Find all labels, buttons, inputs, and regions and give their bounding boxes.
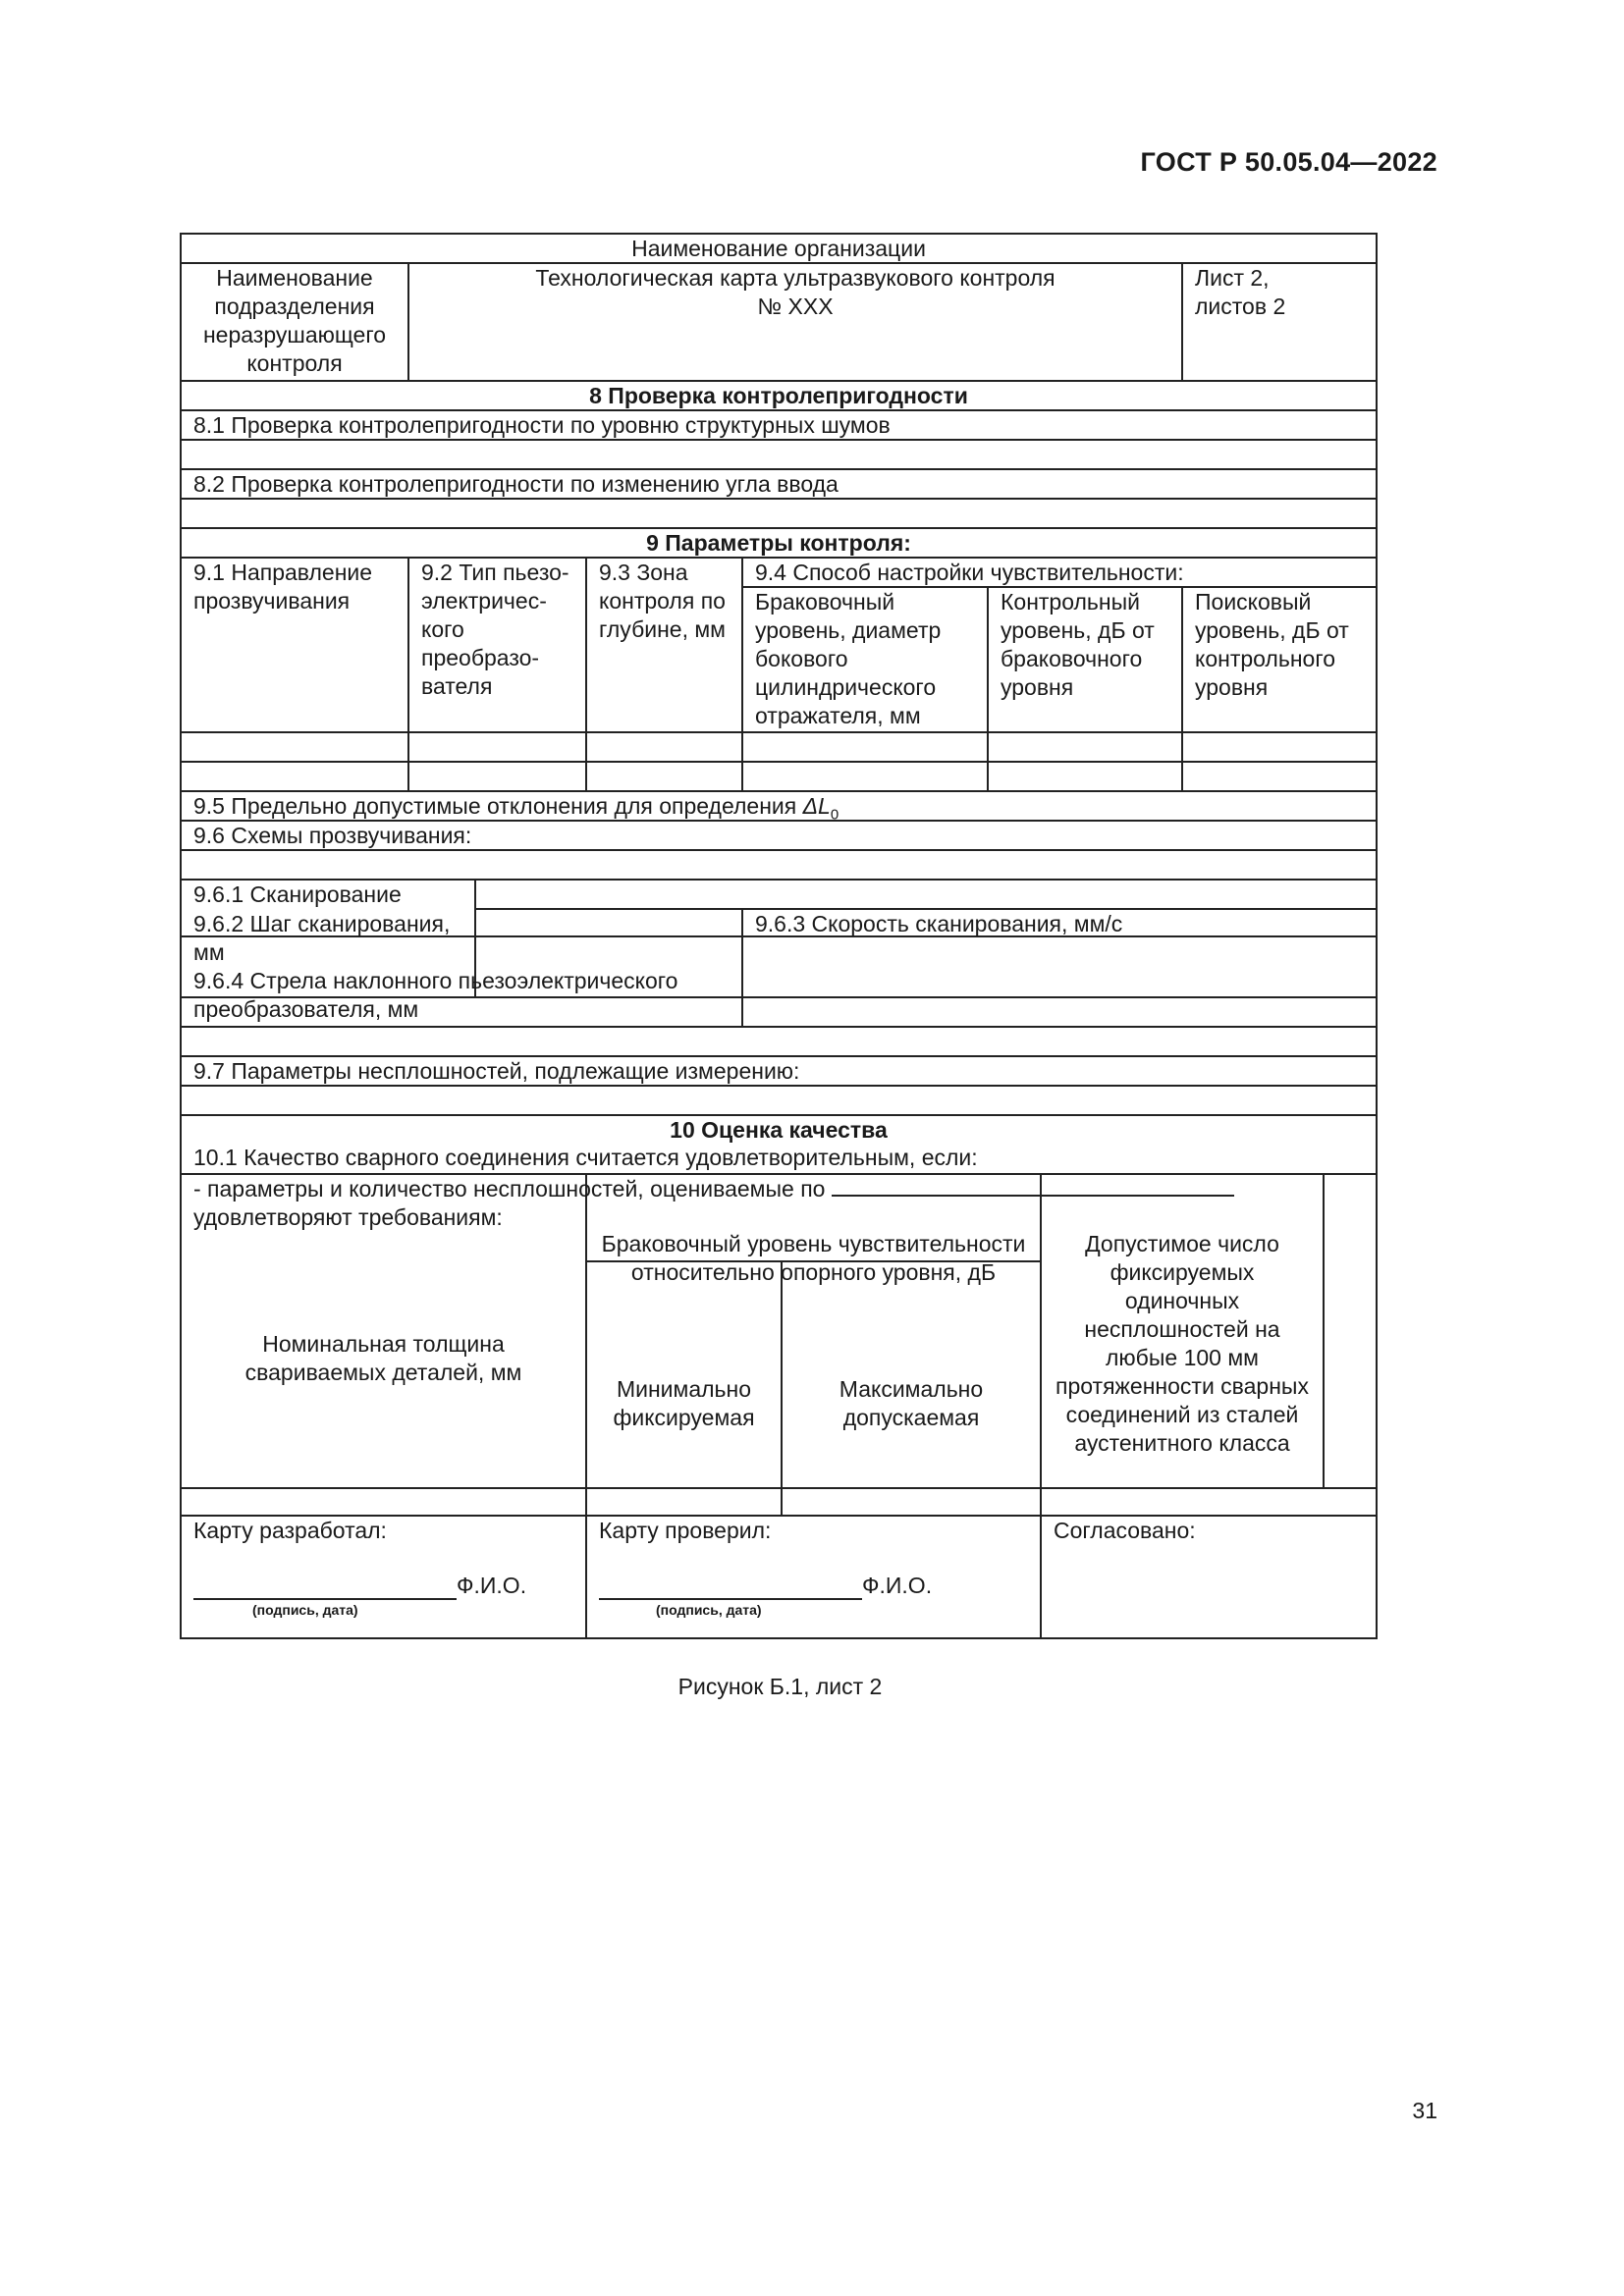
fio-label: Ф.И.О. [862,1573,933,1598]
sheet-info [1183,264,1376,380]
item-9-6-1: 9.6.1 Сканирование [193,881,402,907]
checked-by-signature [587,1572,1040,1634]
checked-by-label: Карту проверил: [599,1518,772,1543]
col-min-recorded [587,1319,781,1487]
signature-date-note: (подпись, дата) [656,1602,762,1618]
col-9-2-transducer-type: 9.2 Тип пьезо-электричес-кого преобразо-вателя [421,560,569,699]
item-8-2: 8.2 Проверка контролепригодности по изменению угла ввода [193,471,839,497]
col-9-4-sensitivity: 9.4 Способ настройки чувствительности: [755,560,1184,585]
sheet-number: Лист 2, [1195,265,1270,291]
section-9-title: 9 Параметры контроля: [646,530,911,556]
section-8-title: 8 Проверка контролепригодности [589,383,968,408]
col-9-4-reject-level: Браковочный уровень, диаметр бокового цилиндрического отражателя, мм [755,589,942,728]
col-min-recorded-label: Минимально фиксируемая [613,1375,755,1430]
col-allowed-count: Допустимое число фиксируемых одиночных несплошностей на любые 100 мм протяженности сварных соединений из сталей аустенитного класса [1056,1231,1309,1456]
document-code: ГОСТ Р 50.05.04—2022 [1140,147,1437,177]
card-title-block [409,264,1181,380]
col-max-allowed-label: Максимально допускаемая [839,1375,984,1430]
signature-line [599,1573,862,1600]
fio-label: Ф.И.О. [457,1573,527,1598]
section-10-title: 10 Оценка качества [670,1117,888,1143]
col-nominal-thickness [182,1230,585,1487]
developed-by-label: Карту разработал: [193,1518,387,1543]
col-nominal-thickness-label: Номинальная толщина свариваемых деталей, мм [244,1331,522,1385]
item-9-7: 9.7 Параметры несплошностей, подлежащие измерению: [193,1058,800,1084]
figure-caption: Рисунок Б.1, лист 2 [677,1674,883,1699]
condition-text-end: удовлетворяют требованиям: [193,1204,503,1230]
delta-l-symbol: ΔL [802,793,831,819]
item-10-1: 10.1 Качество сварного соединения считается удовлетворительным, если: [193,1145,978,1170]
technological-card [180,233,1378,1639]
signature-line [193,1573,457,1600]
item-9-5 [182,792,1376,820]
condition-blank-line [832,1173,1234,1197]
item-9-6-2: 9.6.2 Шаг сканирования, мм [193,911,451,965]
item-9-6-3: 9.6.3 Скорость сканирования, мм/с [755,911,1123,936]
item-9-6: 9.6 Схемы прозвучивания: [193,823,472,848]
condition-text: - параметры и количество несплошностей, оцениваемые по [193,1176,826,1201]
item-9-6-4: 9.6.4 Стрела наклонного пьезоэлектрического преобразователя, мм [193,968,678,1022]
sheets-total: листов 2 [1195,294,1286,319]
col-9-1-direction: 9.1 Направление прозвучивания [193,560,373,614]
card-number: № XXX [757,294,834,319]
delta-l-subscript: 0 [830,806,839,820]
organization-name: Наименование организации [631,236,926,261]
page-number: 31 [1412,2098,1437,2123]
col-max-allowed [783,1319,1040,1487]
card-title: Технологическая карта ультразвукового контроля [535,265,1056,291]
developed-by-signature [182,1572,585,1634]
item-8-1: 8.1 Проверка контролепригодности по уровню структурных шумов [193,412,891,438]
item-10-1-condition [182,1173,1376,1230]
col-9-4-search-level: Поисковый уровень, дБ от контрольного уровня [1195,589,1349,700]
signature-date-note: (подпись, дата) [252,1602,358,1618]
item-9-5-text: 9.5 Предельно допустимые отклонения для определения [193,793,803,819]
col-9-4-control-level: Контрольный уровень, дБ от браковочного уровня [1001,589,1155,700]
col-9-3-depth-zone: 9.3 Зона контроля по глубине, мм [599,560,726,642]
col-reject-sensitivity: Браковочный уровень чувствительности относительно опорного уровня, дБ [601,1231,1026,1285]
agreed-label: Согласовано: [1054,1518,1196,1543]
department-name: Наименование подразделения неразрушающего контроля [202,265,387,376]
